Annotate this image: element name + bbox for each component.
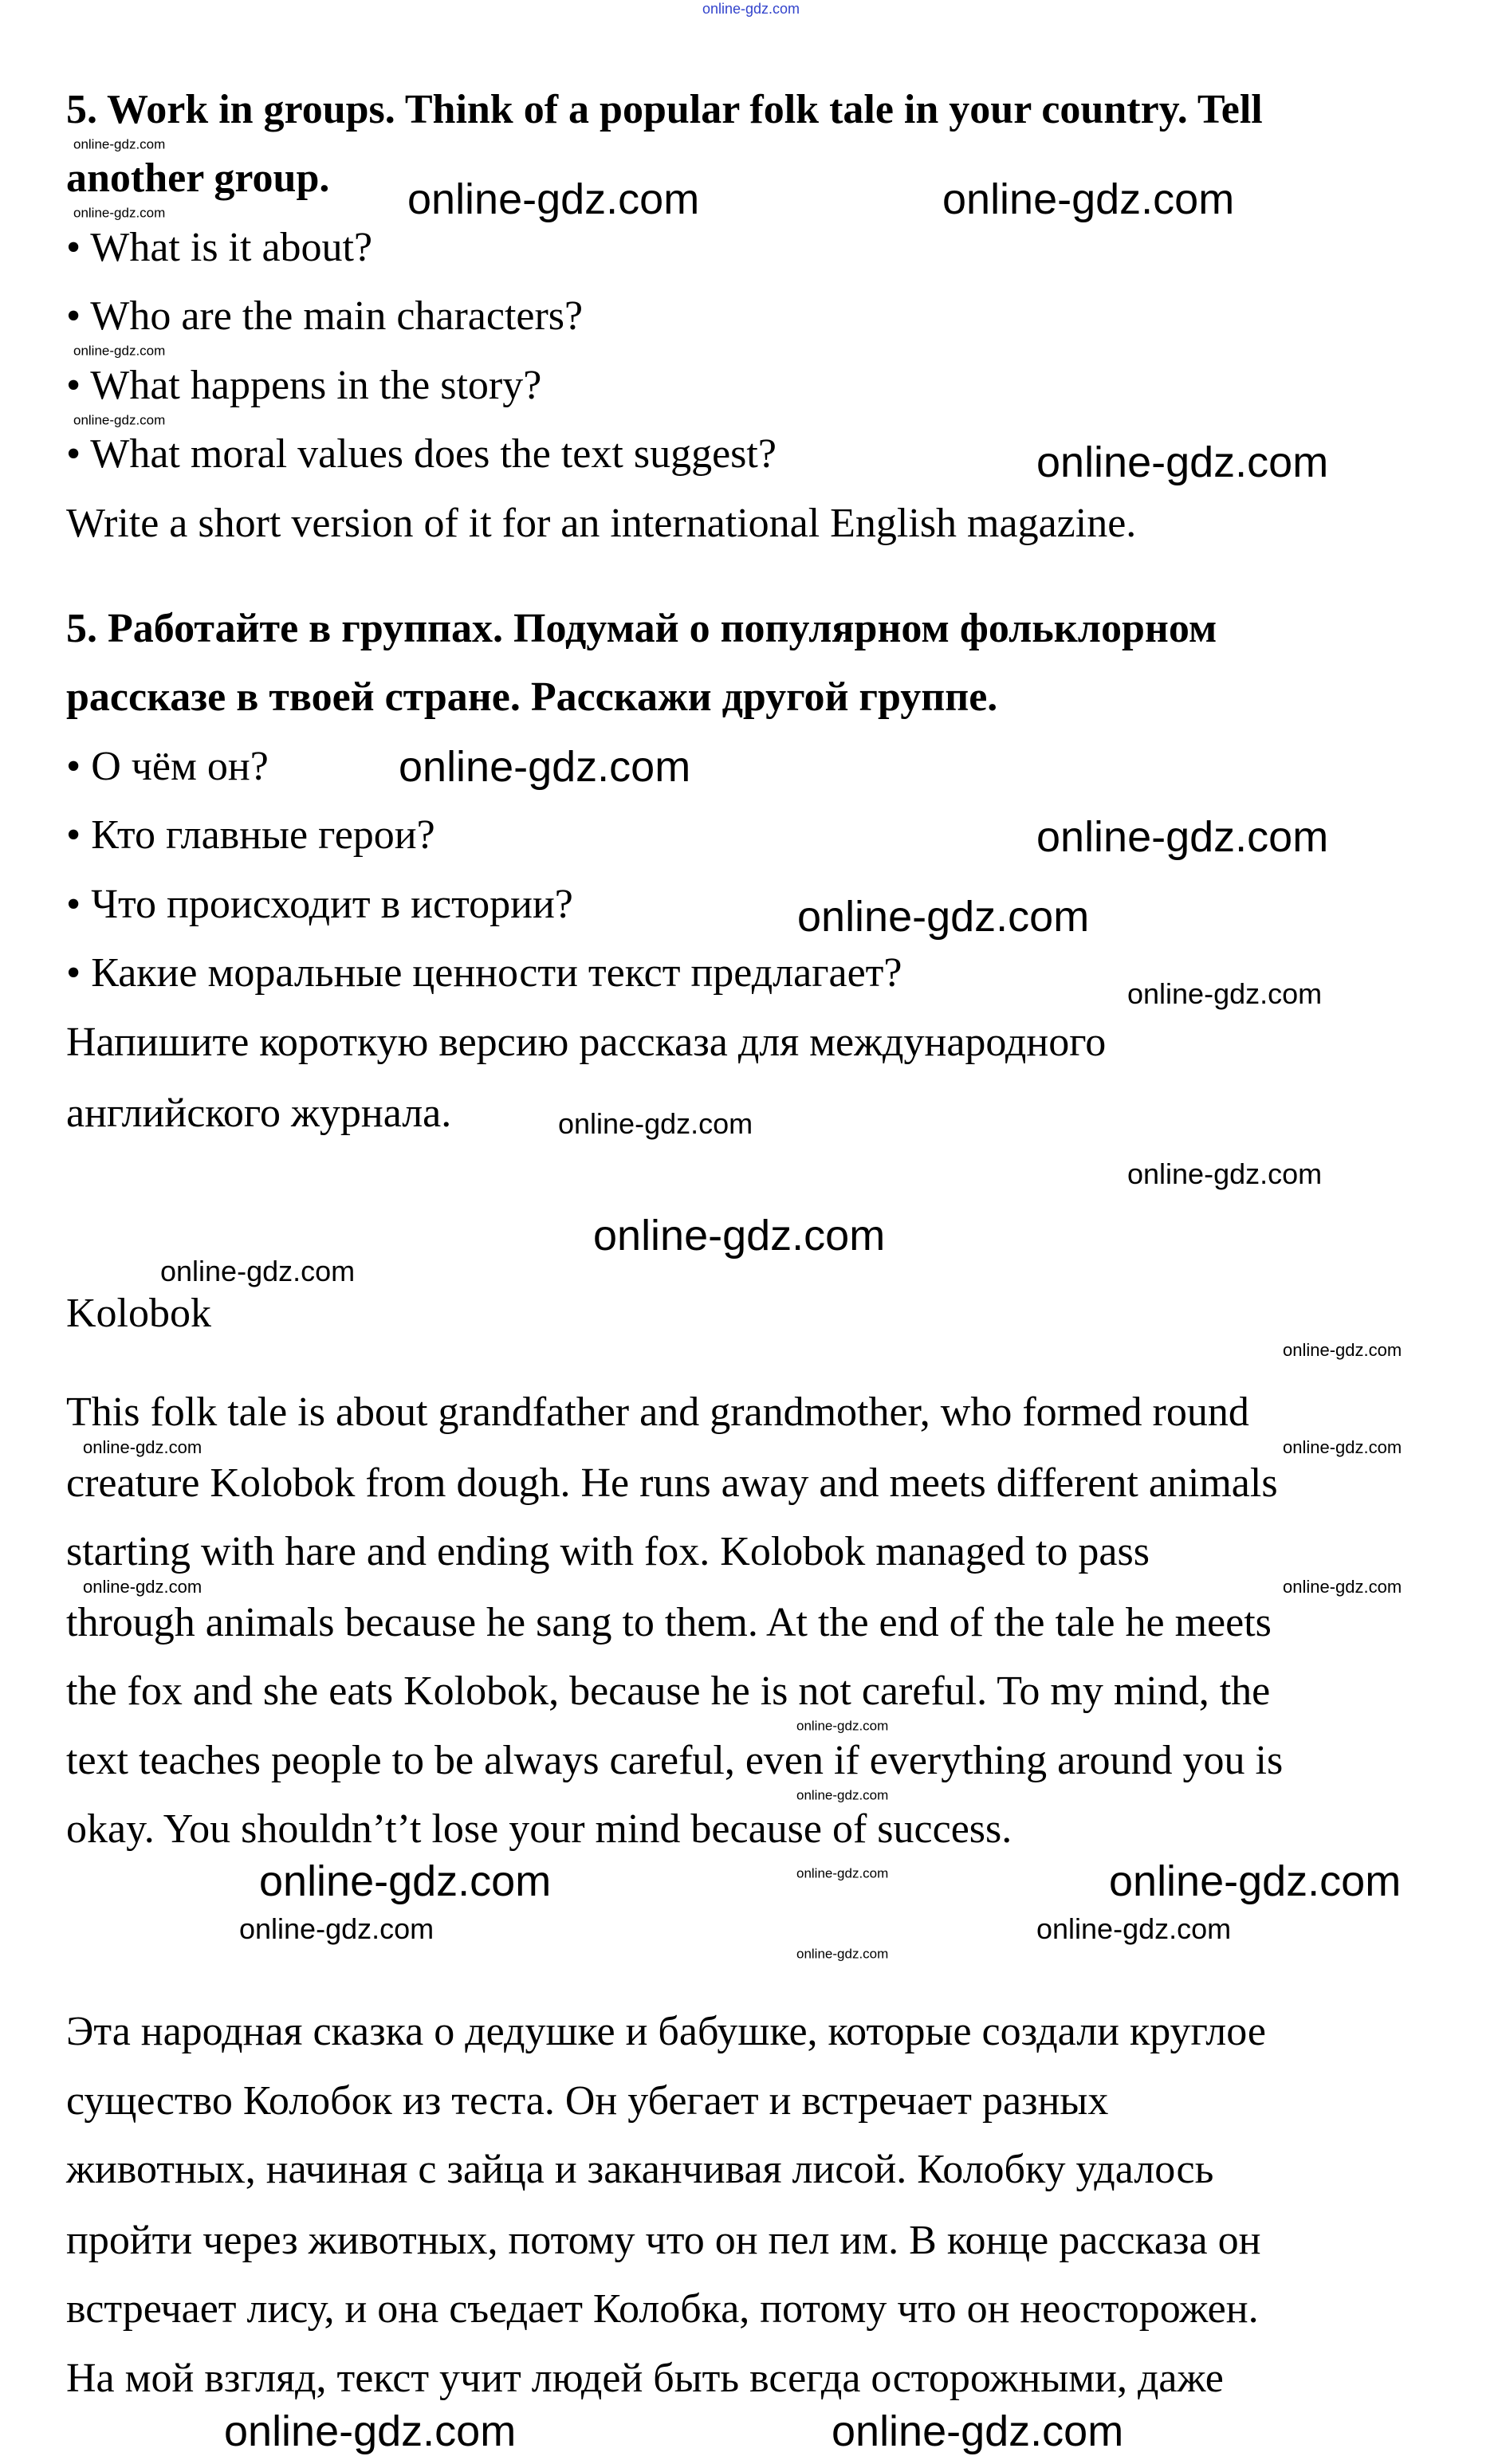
watermark: online-gdz.com [160,1255,356,1287]
watermark: online-gdz.com [259,1857,552,1905]
watermark: online-gdz.com [797,893,1090,941]
answer-line-en: This folk tale is about grandfather and grandmother, who formed round [66,1389,1249,1435]
answer-line-ru: животных, начиная с зайца и заканчивая лисой. Колобку удалось [66,2147,1214,2192]
answer-line-ru: На мой взгляд, текст учит людей быть всегда осторожными, даже [66,2356,1224,2401]
watermark: online-gdz.com [83,1577,202,1597]
answer-line-en: creature Kolobok from dough. He runs away and meets different animals [66,1460,1278,1506]
watermark: online-gdz.com [832,2407,1124,2455]
question-item: • What is it about? [66,225,373,270]
watermark: online-gdz.com [1036,438,1329,486]
question-item: • Who are the main characters? [66,293,584,339]
question-item: • What moral values does the text suggest? [66,431,777,477]
answer-line-en: starting with hare and ending with fox. Kolobok managed to pass [66,1529,1150,1574]
watermark: online-gdz.com [73,205,166,221]
question-item: • What happens in the story? [66,363,542,408]
watermark: online-gdz.com [593,1212,886,1260]
question-item: • Кто главные герои? [66,812,435,858]
watermark: online-gdz.com [73,343,166,359]
task-instruction-ru: Напишите короткую версию рассказа для международного [66,1020,1107,1065]
watermark: online-gdz.com [83,1437,202,1457]
answer-line-en: the fox and she eats Kolobok, because he is not careful. To my mind, the [66,1668,1271,1714]
answer-line-en: okay. You shouldn’t’t lose your mind because of success. [66,1806,1012,1852]
watermark: online-gdz.com [1283,1577,1402,1597]
watermark: online-gdz.com [407,175,700,223]
answer-title: Kolobok [66,1291,211,1336]
watermark: online-gdz.com [239,1912,434,1945]
watermark: online-gdz.com [558,1107,753,1140]
watermark: online-gdz.com [224,2407,517,2455]
watermark: online-gdz.com [1036,1912,1232,1945]
question-item: • Какие моральные ценности текст предлагает? [66,950,902,996]
watermark: online-gdz.com [1283,1437,1402,1457]
watermark: online-gdz.com [399,743,691,791]
task-instruction-en: Write a short version of it for an international English magazine. [66,501,1137,546]
watermark: online-gdz.com [1109,1857,1402,1905]
task-heading-ru: рассказе в твоей стране. Расскажи другой группе. [66,674,998,720]
task-heading-en: another group. [66,155,330,201]
answer-line-en: text teaches people to be always careful, even if everything around you is [66,1738,1284,1783]
watermark: online-gdz.com [1127,1157,1323,1190]
task-instruction-ru: английского журнала. [66,1091,452,1136]
watermark: online-gdz.com [1036,813,1329,861]
answer-line-ru: встречает лису, и она съедает Колобка, потому что он неосторожен. [66,2286,1259,2332]
question-item: • О чём он? [66,744,269,789]
answer-line-ru: Эта народная сказка о дедушке и бабушке, которые создали круглое [66,2009,1266,2054]
answer-line-ru: существо Колобок из теста. Он убегает и встречает разных [66,2078,1109,2124]
watermark: online-gdz.com [73,136,166,152]
watermark: online-gdz.com [796,1718,889,1734]
answer-line-en: through animals because he sang to them. At the end of the tale he meets [66,1600,1272,1645]
watermark: online-gdz.com [1127,977,1323,1010]
answer-line-ru: пройти через животных, потому что он пел им. В конце рассказа он [66,2218,1261,2263]
watermark: online-gdz.com [702,1,800,17]
task-heading-ru: 5. Работайте в группах. Подумай о популярном фольклорном [66,606,1217,651]
watermark: online-gdz.com [796,1865,889,1881]
watermark: online-gdz.com [796,1946,889,1962]
watermark: online-gdz.com [796,1787,889,1803]
question-item: • Что происходит в истории? [66,882,573,927]
task-heading-en: 5. Work in groups. Think of a popular folk tale in your country. Tell [66,87,1263,132]
watermark: online-gdz.com [1283,1340,1402,1360]
watermark: online-gdz.com [73,412,166,428]
watermark: online-gdz.com [942,175,1235,223]
